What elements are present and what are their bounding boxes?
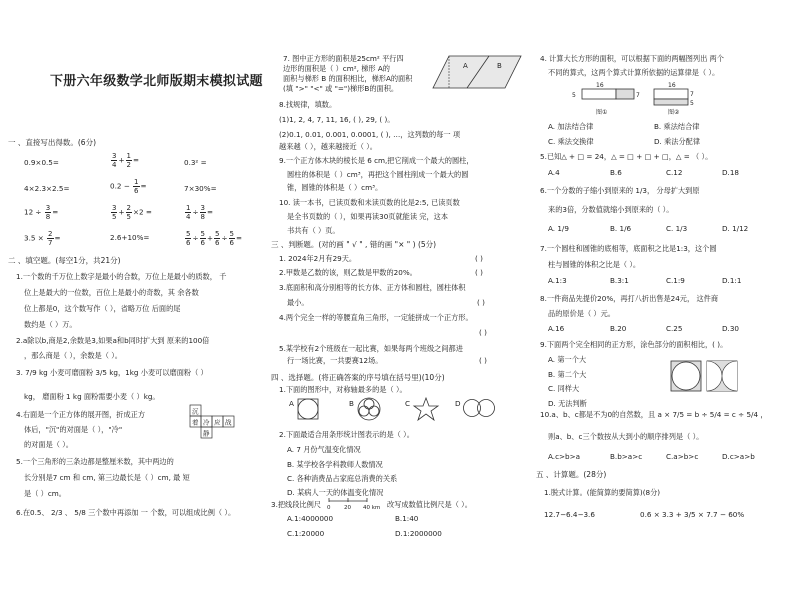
choice-question: 3.把线段比例尺 (271, 500, 321, 509)
choice-question: 2.下面最适合用条形统计图表示的是（ ）。 (279, 430, 414, 439)
column-right (530, 0, 794, 606)
q7-line: 边形的面积是（ ）cm², 梯形 A的 (283, 64, 390, 73)
flower-circles-shape (357, 397, 381, 421)
judge-item: 3.底面积和高分别相等的长方体、正方体和圆柱，圆柱体积 (279, 283, 466, 292)
shape-label-a: A (463, 62, 468, 70)
choice-question: 来的3倍，分数值就缩小到原来的（ ）。 (548, 205, 674, 214)
section2-heading: 二 、填空题。(每空1分，共21分) (8, 256, 121, 265)
q1-line: 1.一个数的千万位上数字是最小的合数，万位上是最小的质数， 千 (16, 272, 227, 281)
calc-item: 4×2.3×2.5= (24, 184, 70, 193)
choice-option[interactable]: B.b>a>c (610, 452, 643, 461)
q1-line: 位上都是0，这个数写作（ ），省略万位 后面的尾 (24, 304, 181, 313)
fig-caption: 图② (668, 109, 680, 116)
fig-num: 5 (690, 100, 694, 107)
judge-item: 5.某学校有2个班级在一起比赛，如果每两个班级之间都进 (279, 344, 463, 353)
choice-option[interactable]: B.20 (610, 324, 627, 333)
choice-option[interactable]: B. 乘法结合律 (654, 122, 700, 131)
calc-item: $\frac{1}{4}$ ÷ $\frac{3}{8}$ = (186, 204, 213, 221)
fig-caption: 图① (596, 109, 608, 116)
judge-item: 2.甲数是乙数的该，则乙数是甲数的20%。 (279, 268, 417, 277)
c4-line: 4. 计算大长方形的面积，可以根据下面的两幅图列出 两个 (540, 54, 724, 63)
q2-line: ，那么商是（ ），余数是（ ）。 (24, 351, 122, 360)
column-middle (265, 0, 530, 606)
calc-item: $\frac{5}{6}$ ÷ $\frac{5}{6}$ + $\frac{5}{6}$ ÷ $\frac{5}{6}$ = (186, 230, 242, 247)
calc-item: 0.2 − $\frac{1}{6}$ = (110, 178, 147, 195)
q8-line: 越来越（ ），越来越接近（ ）。 (279, 142, 377, 151)
choice-option[interactable]: A.c>b>a (548, 452, 581, 461)
net-cell: 静 (203, 429, 210, 438)
choice-question-tail: 改写成数值比例尺是（ ）。 (387, 500, 472, 509)
option-label: A (289, 399, 294, 408)
option-label: C (405, 399, 411, 408)
choice-option[interactable]: A. 1/9 (548, 224, 569, 233)
judge-item: 最小。 (287, 298, 309, 307)
net-cell: 着 (192, 418, 199, 427)
page-title: 下册六年级数学北师版期末模拟试题 (50, 74, 263, 89)
q8-line: (1)1, 2, 4, 7, 11, 16, ( ), 29, ( )。 (279, 115, 395, 124)
q1-line: 位上是最大的一位数，百位上是最小的奇数，其 余各数 (24, 288, 199, 297)
q4-line: 体后，"沉"的对面是（ ），"冷" (24, 425, 123, 434)
q5-line: 长分别是7 cm 和 cm, 第三边最长是（ ）cm, 最 短 (24, 473, 190, 482)
answer-paren[interactable]: ( ) (477, 298, 485, 307)
choice-option[interactable]: C. 1/3 (666, 224, 688, 233)
column-left (0, 0, 265, 606)
choice-option[interactable]: A.1:4000000 (287, 514, 334, 523)
choice-question: 10.a、b、c都是不为0的自然数，且 a × 7/5 = b ÷ 5/4 = c ÷ 5/4 ， (540, 410, 768, 419)
two-circles-shape (463, 398, 495, 418)
judge-item: 1. 2024年2月有29天。 (279, 254, 357, 263)
q9-line: 锥，圆锥的体积是（ ）cm³。 (287, 183, 383, 192)
net-cell: 冷 (203, 418, 210, 427)
shape-label-b: B (497, 62, 502, 70)
fig-num: 7 (690, 91, 694, 98)
choice-question: 5.已知△ + □ = 24，△ = □ + □ + □，△ = （ ）。 (540, 152, 713, 161)
scale-tick: 20 (344, 505, 351, 511)
star-shape (413, 397, 439, 421)
answer-paren[interactable]: ( ) (479, 356, 487, 365)
choice-question: 则a、b、c三个数按从大到小的顺序排列是（ ）。 (548, 432, 704, 441)
line-scale-bar (327, 497, 383, 511)
choice-option[interactable]: D. 1/12 (722, 224, 749, 233)
choice-option[interactable]: C. 同样大 (548, 384, 580, 393)
q4-line: 的对面是（ ）。 (24, 440, 73, 449)
choice-option[interactable]: D. 无法判断 (548, 399, 587, 408)
fig-num: 7 (636, 92, 640, 99)
calc-item: 0.3² = (184, 158, 207, 167)
section4-heading: 四 、选择题。(将正确答案的序号填在括号里)(10分) (271, 373, 445, 382)
q10-line: 是全书页数的（ ），如果再读30页就能读 完，这本 (287, 212, 449, 221)
c4-line: 不同的算式，这两个算式计算所依据的运算律是（ ）。 (548, 68, 720, 77)
choice-question: 7.一个圆柱和圆锥的底相等，底面积之比是1:3，这个圆 (540, 244, 717, 253)
net-cell: 战 (225, 418, 232, 427)
scale-tick: 40 km (363, 505, 381, 511)
section3-heading: 三 、判断题。(对的画 " √ " , 错的画 "× " ) (5分) (271, 240, 437, 249)
choice-option[interactable]: C.1:9 (666, 276, 685, 285)
choice-question: 1.下面的图形中，对称轴最多的是（ ）。 (279, 385, 407, 394)
answer-paren[interactable]: ( ) (475, 254, 483, 263)
calc-item: 0.6 × 3.3 + 3/5 × 7.7 − 60% (640, 510, 745, 519)
choice-option[interactable]: C. 乘法交换律 (548, 137, 594, 146)
q9-line: 圆柱的体积是（ ）cm³，再把这个圆柱削成一个最大的圆 (287, 170, 469, 179)
judge-item: 4.两个完全一样的等腰直角三角形，一定能拼成一个正方形。 (279, 313, 473, 322)
choice-option[interactable]: A.1:3 (548, 276, 567, 285)
net-cell: 应 (214, 418, 221, 427)
fig-num: 5 (572, 92, 576, 99)
q7-line: (填 ">" "<" 或 "=")梯形B的面积。 (283, 84, 399, 93)
choice-option[interactable]: A. 第一个大 (548, 355, 587, 364)
calc-item: 3.5 × $\frac{2}{7}$ = (24, 230, 61, 247)
q2-line: 2.a除以b,商是2,余数是3,如果a和b同时扩大到 原来的100倍 (16, 336, 210, 345)
cube-net-figure (190, 405, 240, 445)
choice-option[interactable]: C.1:20000 (287, 529, 325, 538)
choice-option[interactable]: B.6 (610, 168, 622, 177)
choice-option[interactable]: B. 1/6 (610, 224, 632, 233)
choice-option[interactable]: D.30 (722, 324, 739, 333)
rectangle-figures (570, 80, 750, 118)
calc-item: 2.6+10%= (110, 233, 150, 242)
q4-line: 4.右面是一个正方体的展开图，折成正方 (16, 410, 146, 419)
q10-line: 10. 读一本书，已读页数和未读页数的比是2:5, 已读页数 (279, 198, 460, 207)
fig-num: 16 (668, 82, 676, 89)
choice-option[interactable]: A.4 (548, 168, 560, 177)
q6-line: 6.在0.5、 2/3 、 5/8 三个数中再添加 一 个数，可以组成比例（ ）。 (16, 508, 236, 517)
option-label: B (349, 399, 354, 408)
q7-line: 7. 图中正方形的面积是25cm² 平行四 (283, 54, 404, 63)
choice-option[interactable]: D. 某病人一天的体温变化情况 (287, 488, 384, 497)
choice-option[interactable]: C. 各种消费品占家庭总消费的关系 (287, 474, 398, 483)
choice-option[interactable]: B. 某学校各学科教师人数情况 (287, 460, 383, 469)
q10-line: 书共有（ ）页。 (287, 226, 340, 235)
q3-line: kg， 磨面粉 1 kg 面粉需要小麦（ ）kg。 (24, 392, 160, 401)
calc-item: 12.7−6.4−3.6 (544, 510, 595, 519)
calc-item: 0.9×0.5= (24, 158, 59, 167)
choice-option[interactable]: A. 7 月份气温变化情况 (287, 445, 361, 454)
calc-item: $\frac{3}{4}$ + $\frac{1}{2}$ = (112, 152, 139, 169)
choice-option[interactable]: C.25 (666, 324, 683, 333)
q8-line: (2)0.1, 0.01, 0.001, 0.0001, ( ), …，这列数的每一 项 (279, 130, 461, 139)
choice-option[interactable]: C.a>b>c (666, 452, 699, 461)
calc-item: 7×30%= (184, 184, 217, 193)
parallelogram-figure (433, 54, 523, 90)
section5-heading: 五 、计算题。(28分) (536, 470, 607, 479)
calc-item: 12 ÷ $\frac{3}{8}$ = (24, 204, 59, 221)
q8-line: 8.找规律，填数。 (279, 100, 337, 109)
choice-question: 品的原价是（ ）元。 (548, 309, 615, 318)
choice-option[interactable]: A. 加法结合律 (548, 122, 594, 131)
choice-option[interactable]: B.1:40 (395, 514, 419, 523)
choice-option[interactable]: D.1:1 (722, 276, 742, 285)
judge-item: 行一场比赛，一共要赛12场。 (287, 356, 383, 365)
option-label: D (455, 399, 461, 408)
section1-heading: 一 、直接写出得数。(6分) (8, 138, 97, 147)
choice-option[interactable]: C.12 (666, 168, 683, 177)
shaded-squares-figure (670, 360, 738, 392)
choice-option[interactable]: D. 乘法分配律 (654, 137, 701, 146)
choice-question: 9.下面两个完全相同的正方形，涂色部分的面积相比，( )。 (540, 340, 728, 349)
net-cell: 沉 (192, 407, 199, 416)
q1-line: 数约是（ ）万。 (24, 320, 77, 329)
choice-option[interactable]: D.1:2000000 (395, 529, 442, 538)
q7-line: 面积与梯形 B 的面积相比，梯形A的面积 (283, 74, 413, 83)
calc-item: $\frac{3}{5}$ + $\frac{2}{5}$ ×2 = (112, 204, 152, 221)
scale-tick: 0 (327, 505, 331, 511)
choice-option[interactable]: B. 第二个大 (548, 370, 587, 379)
q5-line: 5.一个三角形的三条边都是整厘米数，其中两边的 (16, 457, 174, 466)
square-circle-shape (297, 398, 319, 420)
choice-question: 6.一个分数的子缩小到原来的 1/3， 分母扩大到原 (540, 186, 700, 195)
fig-num: 16 (596, 82, 604, 89)
choice-option[interactable]: B.3:1 (610, 276, 629, 285)
choice-option[interactable]: D.c>a>b (722, 452, 755, 461)
q5-line: 是（ ）cm。 (24, 489, 66, 498)
choice-question: 柱与圆锥的体积之比是（ ）。 (548, 260, 641, 269)
choice-question: 8.一件商品先提价20%，再打八折出售是24元， 这件商 (540, 294, 719, 303)
q9-line: 9.一个正方体木块的棱长是 6 cm,把它削成一个最大的圆柱， (279, 156, 474, 165)
answer-paren[interactable]: ( ) (475, 268, 483, 277)
q3-line: 3. 7/9 kg 小麦可磨面粉 3/5 kg，1kg 小麦可以磨面粉（ ） (16, 368, 208, 377)
calc-subheading: 1.脱式计算。(能简算的要简算)(8分) (544, 488, 661, 497)
answer-paren[interactable]: ( ) (479, 328, 487, 337)
choice-option[interactable]: A.16 (548, 324, 565, 333)
choice-option[interactable]: D.18 (722, 168, 739, 177)
